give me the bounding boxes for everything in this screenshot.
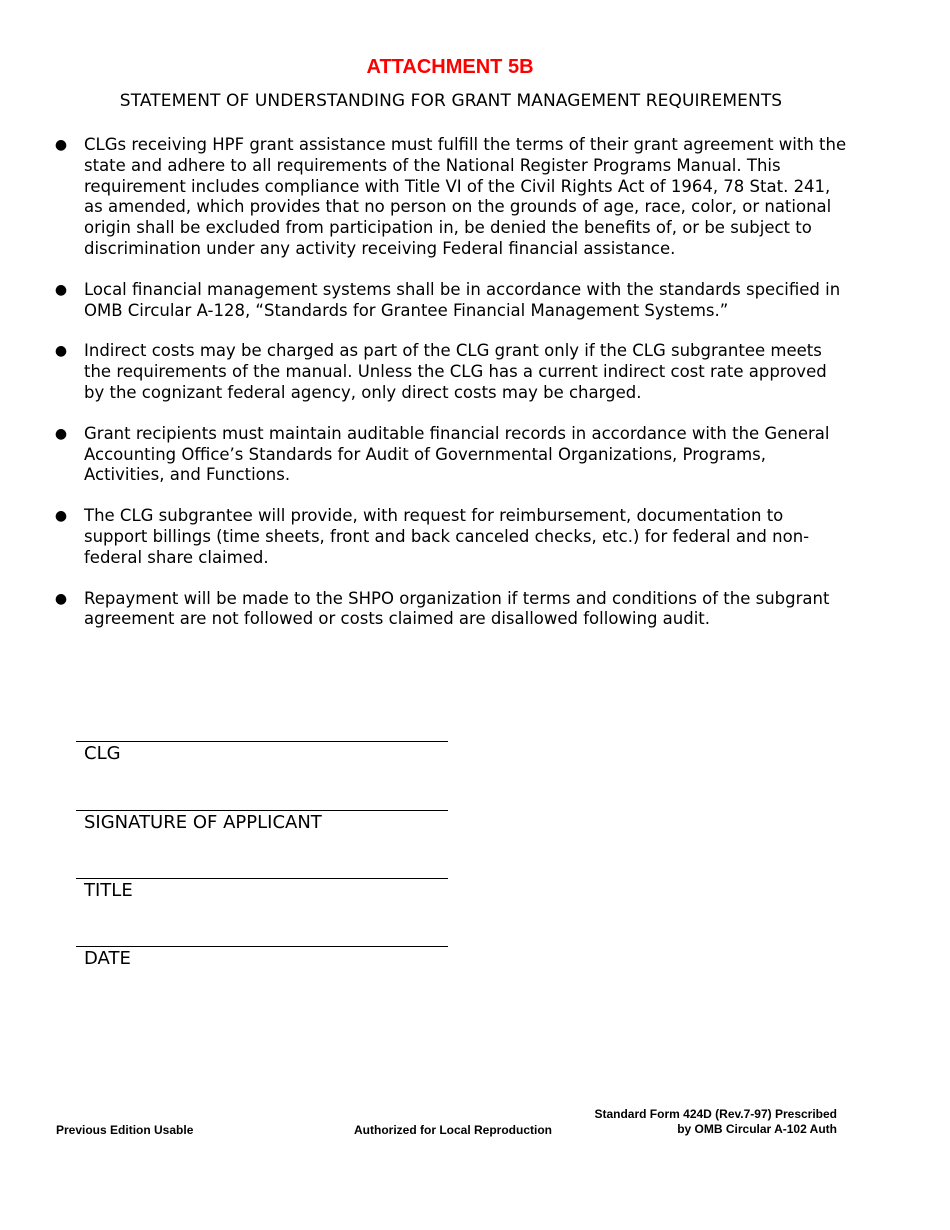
title-label: TITLE (84, 880, 133, 901)
requirement-text: CLGs receiving HPF grant assistance must fulfill the terms of their grant agreement with the state and adhere to all requirements of the National Register Programs Manual. This requirement includes compliance with Title VI of the Civil Rights Act of 1964, 78 Stat. 241, as amended, which provides that no person on the grounds of age, race, color, or national origin shall be excluded from participation in, be denied the benefits of, or be subject to discrimination under any activity receiving Federal financial assistance. (84, 135, 847, 258)
footer-edition-note: Previous Edition Usable (56, 1123, 194, 1137)
bullet-icon: ● (54, 281, 68, 298)
requirement-text: Grant recipients must maintain auditable financial records in accordance with the General Accounting Office’s Standards for Audit of Governmental Organizations, Programs, Activities, and Functions. (84, 423, 830, 485)
bullet-icon: ● (54, 508, 68, 525)
requirement-text: The CLG subgrantee will provide, with request for reimbursement, documentation to support billings (time sheets, front and back canceled checks, etc.) for federal and non-federal share claimed. (84, 506, 810, 567)
page-title: STATEMENT OF UNDERSTANDING FOR GRANT MANAGEMENT REQUIREMENTS (119, 91, 783, 111)
bullet-icon: ● (54, 425, 68, 442)
date-label: DATE (84, 948, 131, 969)
bullet-icon: ● (54, 137, 68, 153)
signature-label: SIGNATURE OF APPLICANT (84, 812, 322, 833)
requirement-item (0, 341, 850, 403)
requirement-item (0, 589, 850, 631)
clg-signature-field[interactable] (76, 741, 448, 765)
footer-form-info (594, 1107, 837, 1137)
footer-form-line-1: Standard Form 424D (Rev.7-97) Prescribed (594, 1107, 837, 1121)
requirements-list (0, 135, 950, 650)
bullet-icon: ● (54, 343, 68, 360)
signature-line (76, 810, 448, 811)
requirement-item (0, 280, 850, 322)
footer-reproduction-note: Authorized for Local Reproduction (354, 1123, 552, 1137)
signature-line (76, 878, 448, 879)
attachment-label: ATTACHMENT 5B (366, 56, 534, 78)
requirement-text: Repayment will be made to the SHPO organization if terms and conditions of the subgrant agreement are not followed or costs claimed are disallowed following audit. (84, 588, 830, 629)
requirement-text: Local financial management systems shall be in accordance with the standards specified in OMB Circular A-128, “Standards for Grantee Financial Management Systems.” (84, 279, 841, 320)
signature-line (76, 741, 448, 742)
date-field[interactable] (76, 946, 448, 970)
requirement-text: Indirect costs may be charged as part of the CLG grant only if the CLG subgrantee meets the requirements of the manual. Unless the CLG has a current indirect cost rate approved by the cognizant federal agency, only direct costs may be charged. (84, 341, 827, 402)
requirement-item (0, 424, 850, 486)
signature-line (76, 946, 448, 947)
clg-label: CLG (84, 743, 121, 764)
bullet-icon: ● (54, 590, 68, 607)
requirement-item (0, 506, 850, 568)
title-field[interactable] (76, 878, 448, 902)
footer-form-line-2: by OMB Circular A-102 Auth (677, 1122, 837, 1136)
requirement-item (0, 135, 850, 260)
applicant-signature-field[interactable] (76, 810, 448, 834)
